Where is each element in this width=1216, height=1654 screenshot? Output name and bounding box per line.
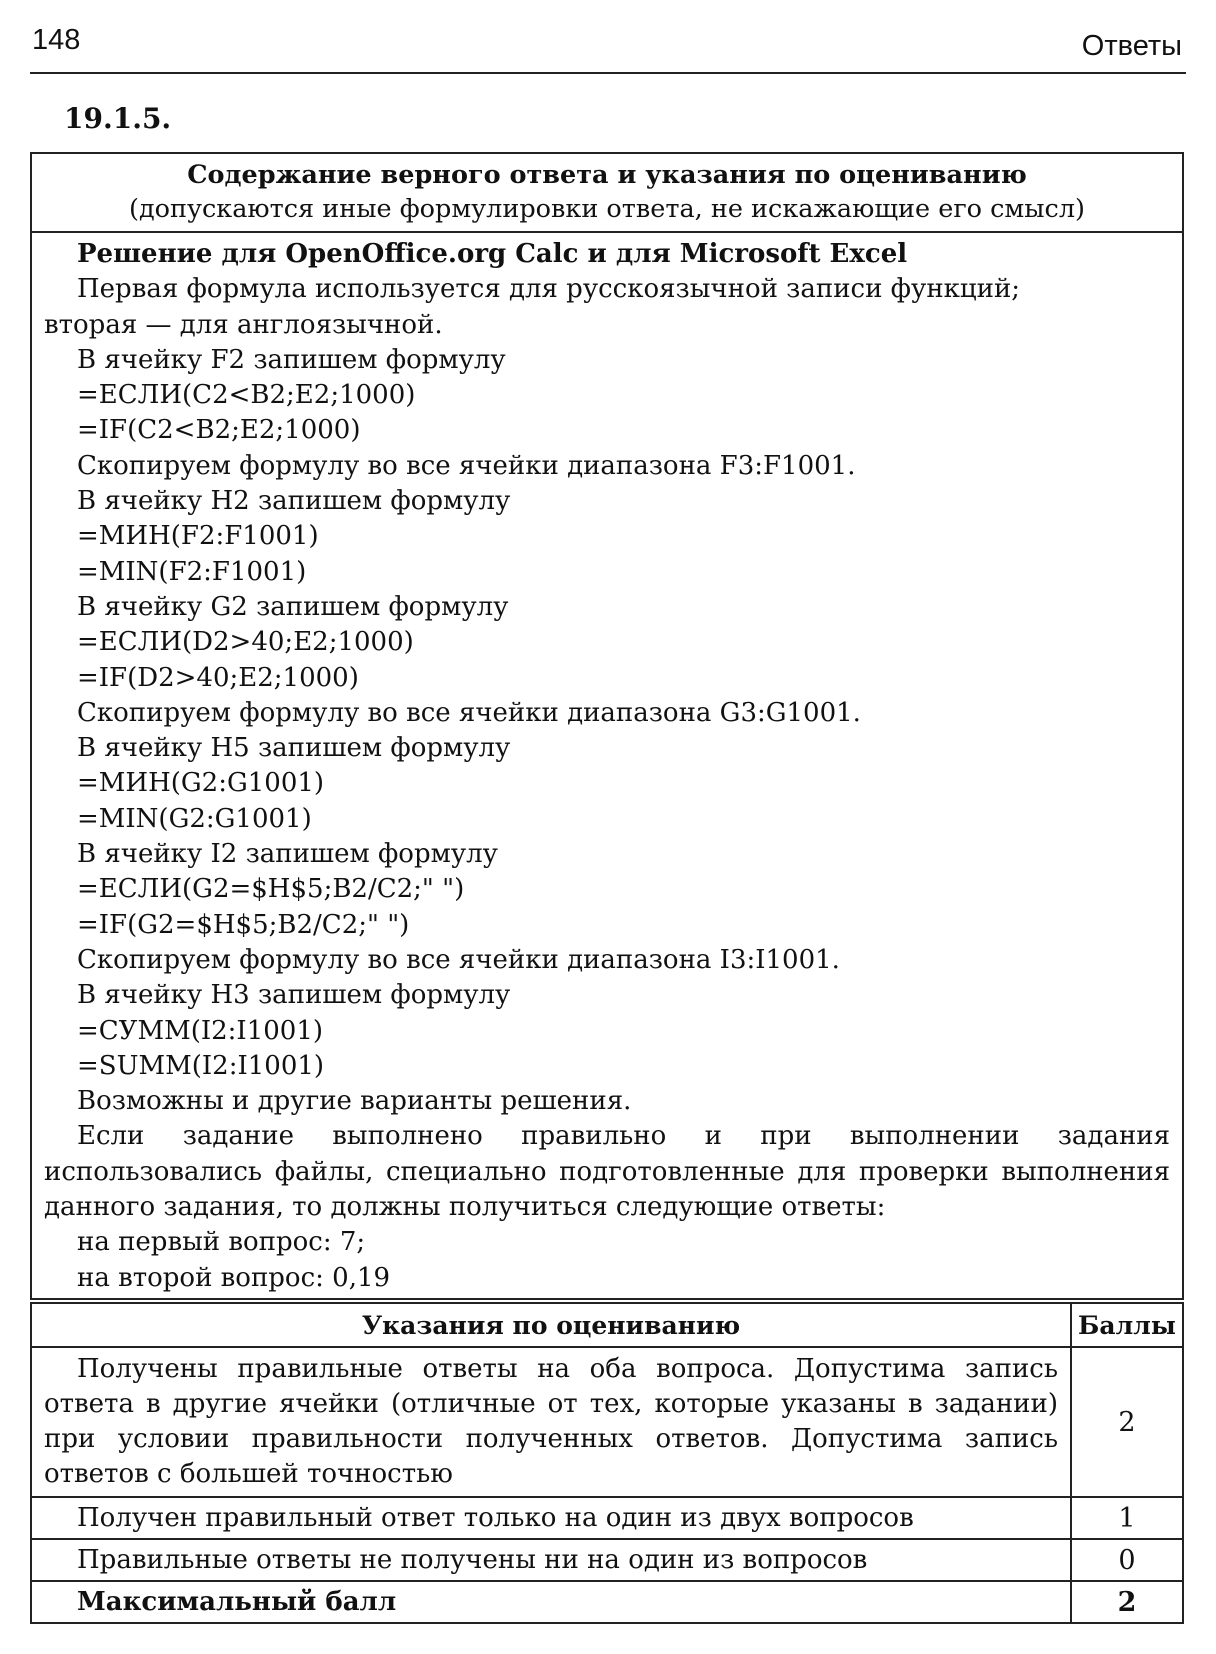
- intro-line: вторая — для англоязычной.: [44, 309, 443, 340]
- grading-criteria: Правильные ответы не получены ни на один из вопросов: [31, 1539, 1071, 1581]
- solution-step: В ячейку H5 запишем формулу: [77, 733, 511, 764]
- grading-row: [31, 1539, 1183, 1581]
- grading-table: [30, 1302, 1184, 1624]
- solution-step: В ячейку H3 запишем формулу: [77, 980, 511, 1011]
- formula-line: =ЕСЛИ(C2<B2;E2;1000): [77, 380, 416, 411]
- grading-row: [31, 1347, 1183, 1497]
- formula-line: =МИН(G2:G1001): [77, 768, 325, 799]
- result-paragraph: Если задание выполнено правильно и при выполнении задания использовались файлы, специально подготовленные для проверки выполнения данного задания, то должны получиться следующие ответы:: [44, 1121, 1170, 1223]
- formula-line: =МИН(F2:F1001): [77, 521, 319, 552]
- formula-line: =IF(C2<B2;E2;1000): [77, 415, 361, 446]
- page-number: 148: [32, 24, 81, 56]
- formula-line: =MIN(F2:F1001): [77, 556, 307, 587]
- solution-step: Скопируем формулу во все ячейки диапазона G3:G1001.: [77, 697, 861, 728]
- grading-points: 2: [1071, 1347, 1183, 1497]
- formula-line: =SUMM(I2:I1001): [77, 1050, 325, 1081]
- grading-row: [31, 1497, 1183, 1539]
- grading-max-row: [31, 1581, 1183, 1623]
- solution-heading: Решение для OpenOffice.org Calc и для Microsoft Excel: [77, 239, 908, 269]
- solution-step: Скопируем формулу во все ячейки диапазона I3:I1001.: [77, 944, 840, 975]
- answer-box: [30, 152, 1184, 1300]
- intro-line: Первая формула используется для русскоязычной записи функций;: [77, 274, 1021, 305]
- solution-step: В ячейку H2 запишем формулу: [77, 486, 511, 517]
- grading-points: 0: [1071, 1539, 1183, 1581]
- formula-line: =ЕСЛИ(G2=$H$5;B2/C2;" "): [77, 874, 465, 905]
- formula-line: =IF(G2=$H$5;B2/C2;" "): [77, 909, 410, 940]
- solution-text: [32, 233, 1182, 1298]
- criteria-column-header: Указания по оцениванию: [31, 1303, 1071, 1347]
- header-rule: [30, 72, 1186, 74]
- formula-line: =IF(D2>40;E2;1000): [77, 662, 359, 693]
- answer-box-header: [32, 154, 1182, 233]
- grading-criteria: Получены правильные ответы на оба вопроса. Допустима запись ответа в другие ячейки (отличные от тех, которые указаны в задании) при условии правильности полученных ответов. Допустима запись ответов с большей точностью: [31, 1347, 1071, 1497]
- solution-step: В ячейку F2 запишем формулу: [77, 344, 506, 375]
- running-head: Ответы: [1081, 30, 1182, 62]
- answer-box-title: Содержание верного ответа и указания по оцениванию: [187, 160, 1027, 190]
- solution-step: Скопируем формулу во все ячейки диапазона F3:F1001.: [77, 450, 856, 481]
- section-number: 19.1.5.: [64, 102, 172, 135]
- points-column-header: Баллы: [1071, 1303, 1183, 1347]
- grading-points: 1: [1071, 1497, 1183, 1539]
- formula-line: =ЕСЛИ(D2>40;E2;1000): [77, 627, 414, 658]
- grading-criteria: Получен правильный ответ только на один из двух вопросов: [31, 1497, 1071, 1539]
- solution-step: В ячейку G2 запишем формулу: [77, 591, 509, 622]
- answer-box-subtitle: (допускаются иные формулировки ответа, не искажающие его смысл): [129, 194, 1085, 224]
- formula-line: =MIN(G2:G1001): [77, 803, 312, 834]
- answer-line: на второй вопрос: 0,19: [77, 1262, 391, 1293]
- max-score-value: 2: [1071, 1581, 1183, 1623]
- solution-step: Возможны и другие варианты решения.: [77, 1086, 632, 1117]
- max-score-label: Максимальный балл: [31, 1581, 1071, 1623]
- answer-line: на первый вопрос: 7;: [77, 1227, 366, 1258]
- formula-line: =СУММ(I2:I1001): [77, 1015, 324, 1046]
- grading-header-row: [31, 1303, 1183, 1347]
- solution-step: В ячейку I2 запишем формулу: [77, 839, 498, 870]
